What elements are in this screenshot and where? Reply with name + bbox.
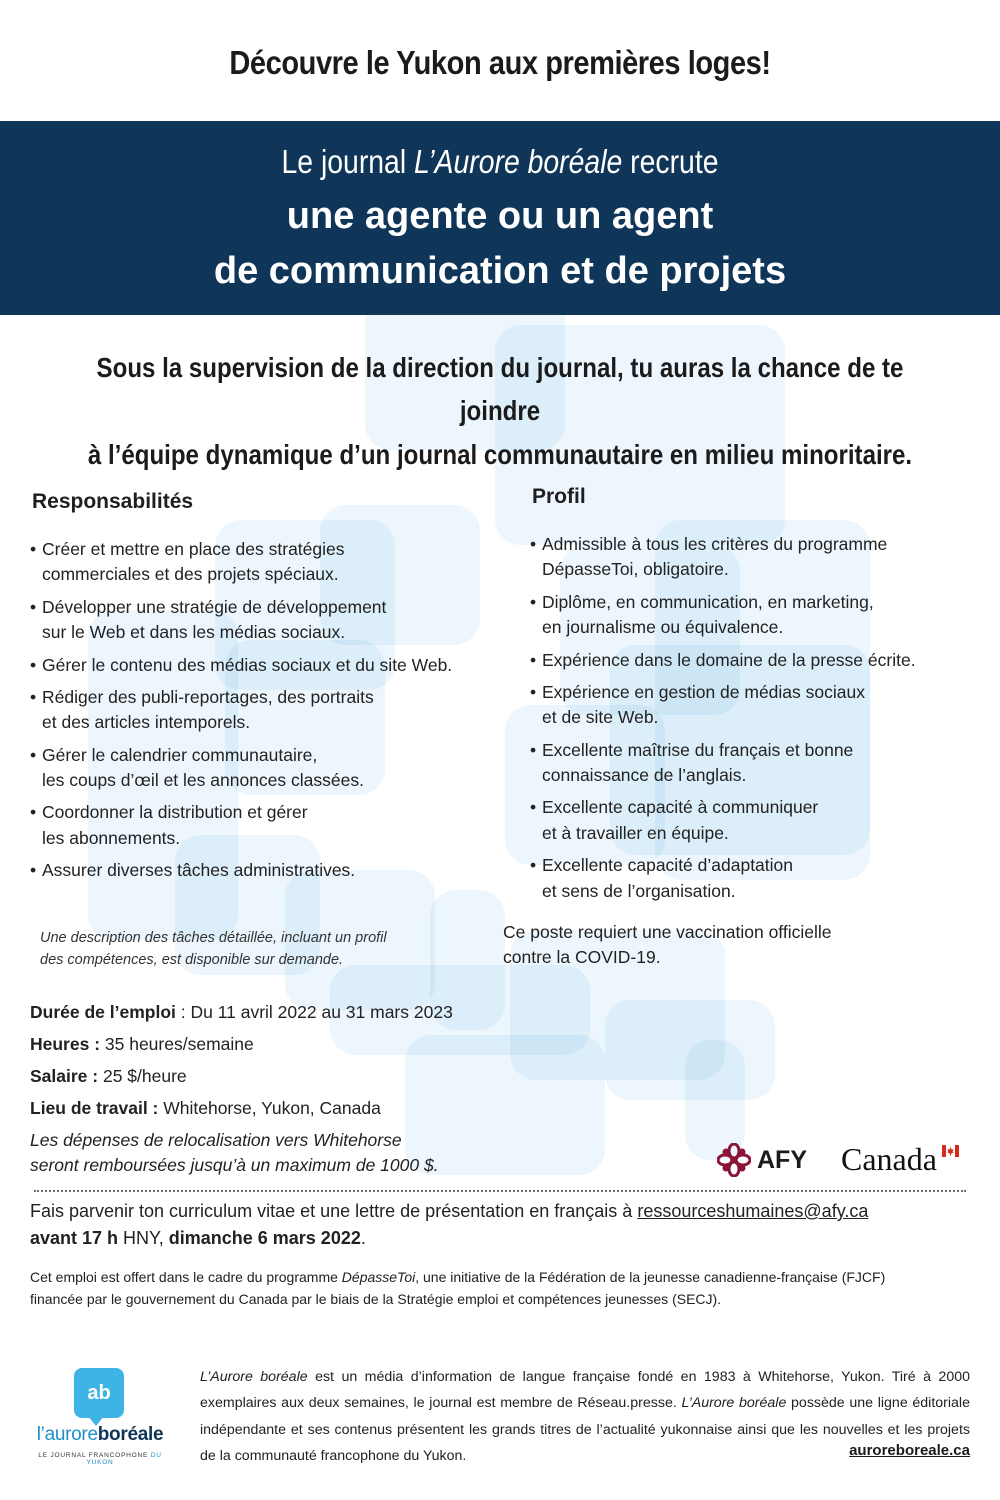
recruitment-banner xyxy=(0,121,1000,315)
list-item-line: Excellente capacité à communiquer xyxy=(542,797,819,818)
website-link[interactable]: auroreboreale.ca xyxy=(849,1442,970,1459)
about-text-1: est un média d’information de langue française fondé en 1983 à Whitehorse, Yukon. Tiré à 2000 exemplaires aux deux semaines, le journal est membre de Réseau.presse. xyxy=(200,1369,970,1412)
speech-bubble-icon: ab xyxy=(74,1368,124,1418)
list-item-line: DépasseToi, obligatoire. xyxy=(542,559,729,580)
application-instructions xyxy=(30,1198,975,1252)
page-title: Découvre le Yukon aux premières loges! xyxy=(229,44,771,81)
list-item-line: commerciales et des projets spéciaux. xyxy=(42,564,339,585)
intro-paragraph xyxy=(70,346,930,476)
list-item xyxy=(30,743,500,794)
list-item xyxy=(530,648,970,673)
apply-line-2 xyxy=(30,1225,975,1252)
hours-label: Heures : xyxy=(30,1034,101,1054)
list-item-line: sur le Web et dans les médias sociaux. xyxy=(42,622,346,643)
location-value: Whitehorse, Yukon, Canada xyxy=(158,1098,381,1118)
list-item xyxy=(530,738,970,789)
program-notice xyxy=(30,1267,975,1310)
canada-flag-icon xyxy=(942,1145,959,1157)
list-item-line: Créer et mettre en place des stratégies xyxy=(42,539,345,559)
profile-list xyxy=(530,532,970,911)
list-item xyxy=(530,532,970,583)
vaccination-line-2: contre la COVID-19. xyxy=(503,947,661,968)
list-item-line: et de site Web. xyxy=(542,707,659,728)
vaccination-requirement xyxy=(503,920,923,971)
list-item-line: Diplôme, en communication, en marketing, xyxy=(542,591,874,612)
list-item-line: Expérience dans le domaine de la presse écrite. xyxy=(542,649,916,670)
list-item-line: Rédiger des publi-reportages, des portraits xyxy=(42,686,374,707)
banner-intro-line xyxy=(70,143,930,181)
brand-wordmark xyxy=(30,1424,170,1446)
list-item-line: Coordonner la distribution et gérer xyxy=(42,802,308,823)
banner-intro-prefix: Le journal xyxy=(281,143,415,180)
list-item xyxy=(30,595,500,646)
list-item-line: les abonnements. xyxy=(42,827,181,848)
list-item-line: Expérience en gestion de médias sociaux xyxy=(542,681,865,702)
relocation-note xyxy=(30,1128,550,1179)
apply-text: Fais parvenir ton curriculum vitae et une lettre de présentation en français à xyxy=(30,1201,638,1221)
program-text-2: , une initiative de la Fédération de la jeunesse canadienne-française (FJCF) xyxy=(415,1269,886,1285)
list-item-line: en journalisme ou équivalence. xyxy=(542,617,784,638)
hr-email-link[interactable]: ressourceshumaines@afy.ca xyxy=(637,1201,869,1221)
intro-line-2: à l’équipe dynamique d’un journal communautaire en milieu minoritaire. xyxy=(87,438,913,470)
job-details xyxy=(30,1000,550,1179)
program-name: DépasseToi xyxy=(341,1269,416,1285)
brand-tagline xyxy=(30,1452,170,1466)
afy-flower-icon xyxy=(717,1143,751,1177)
sponsor-logos xyxy=(717,1140,967,1180)
banner-publication-name: L’Aurore boréale xyxy=(414,143,623,180)
hours-row xyxy=(30,1032,550,1064)
location-label: Lieu de travail : xyxy=(30,1098,159,1118)
program-line-1 xyxy=(30,1267,975,1289)
program-line-2: financée par le gouvernement du Canada par le biais de la Stratégie emploi et compétences jeunesses (SECJ). xyxy=(30,1290,722,1307)
list-item xyxy=(30,537,500,588)
location-row xyxy=(30,1096,550,1128)
salary-label: Salaire : xyxy=(30,1066,99,1086)
brand-part-1: l’aurore xyxy=(36,1424,98,1445)
apply-line-1 xyxy=(30,1198,975,1225)
list-item-line: Gérer le contenu des médias sociaux et du site Web. xyxy=(42,654,453,675)
duration-label: Durée de l’emploi xyxy=(30,1002,176,1022)
relocation-line-1: Les dépenses de relocalisation vers Whitehorse xyxy=(30,1130,402,1150)
job-title-line-2: de communication et de projets xyxy=(213,250,787,292)
hours-value: 35 heures/semaine xyxy=(100,1034,254,1054)
afy-wordmark: AFY xyxy=(757,1145,807,1174)
list-item-line: Admissible à tous les critères du programme xyxy=(542,534,888,554)
list-item xyxy=(30,800,500,851)
deadline-time: avant 17 h xyxy=(30,1228,119,1248)
program-text-1: Cet emploi est offert dans le cadre du programme xyxy=(30,1269,342,1285)
deadline-end: . xyxy=(360,1228,366,1248)
list-item xyxy=(30,653,500,678)
responsibilities-heading: Responsabilités xyxy=(32,490,194,513)
list-item xyxy=(30,685,500,736)
list-item-line: et à travailler en équipe. xyxy=(542,822,729,843)
aurore-boreale-logo xyxy=(30,1368,170,1468)
brand-part-2: boréale xyxy=(97,1424,164,1445)
about-publication-name: L’Aurore boréale xyxy=(681,1395,787,1412)
task-description-note xyxy=(40,928,460,972)
list-item-line: Gérer le calendrier communautaire, xyxy=(42,744,318,765)
dotted-divider xyxy=(34,1190,966,1192)
about-text-2: possède une ligne éditoriale indépendante et ses contenus présentent les grands titres de l’actualité yukonnaise ainsi que les nouvelles et les projets de la communauté francophone du Yukon. xyxy=(200,1395,970,1464)
salary-row xyxy=(30,1064,550,1096)
deadline-timezone: HNY, xyxy=(118,1228,169,1248)
list-item-line: Assurer diverses tâches administratives. xyxy=(42,860,356,881)
tagline-part-1: LE JOURNAL FRANCOPHONE xyxy=(38,1452,151,1459)
banner-intro-suffix: recrute xyxy=(622,143,719,180)
list-item-line: les coups d’œil et les annonces classées. xyxy=(42,770,364,790)
note-line-2: des compétences, est disponible sur demande. xyxy=(40,951,344,968)
canada-wordmark: Canada xyxy=(841,1141,937,1177)
profile-heading: Profil xyxy=(532,485,586,508)
job-title-line-1: une agente ou un agent xyxy=(286,195,714,237)
note-line-1: Une description des tâches détaillée, incluant un profil xyxy=(40,930,387,946)
list-item xyxy=(530,853,970,904)
list-item xyxy=(530,680,970,731)
list-item-line: Développer une stratégie de développement xyxy=(42,596,387,617)
list-item xyxy=(30,858,500,883)
list-item-line: Excellente capacité d’adaptation xyxy=(542,855,794,876)
about-publication-name: L’Aurore boréale xyxy=(200,1369,308,1385)
duration-value: : Du 11 avril 2022 au 31 mars 2023 xyxy=(175,1002,453,1022)
list-item-line: et des articles intemporels. xyxy=(42,712,251,733)
vaccination-line-1: Ce poste requiert une vaccination officielle xyxy=(503,922,832,942)
responsibilities-list xyxy=(30,537,500,891)
list-item xyxy=(530,590,970,641)
list-item xyxy=(530,795,970,846)
relocation-line-2: seront remboursées jusqu’à un maximum de 1000 $. xyxy=(30,1155,439,1176)
intro-line-1: Sous la supervision de la direction du journal, tu auras la chance de te joindre xyxy=(96,352,904,427)
salary-value: 25 $/heure xyxy=(98,1066,187,1086)
list-item-line: Excellente maîtrise du français et bonne xyxy=(542,739,854,760)
duration-row xyxy=(30,1000,550,1032)
afy-logo xyxy=(717,1140,807,1180)
list-item-line: connaissance de l’anglais. xyxy=(542,765,747,785)
list-item-line: et sens de l’organisation. xyxy=(542,880,736,901)
tagline-part-2: DU YUKON xyxy=(86,1452,162,1466)
deadline-date: dimanche 6 mars 2022 xyxy=(168,1228,361,1248)
